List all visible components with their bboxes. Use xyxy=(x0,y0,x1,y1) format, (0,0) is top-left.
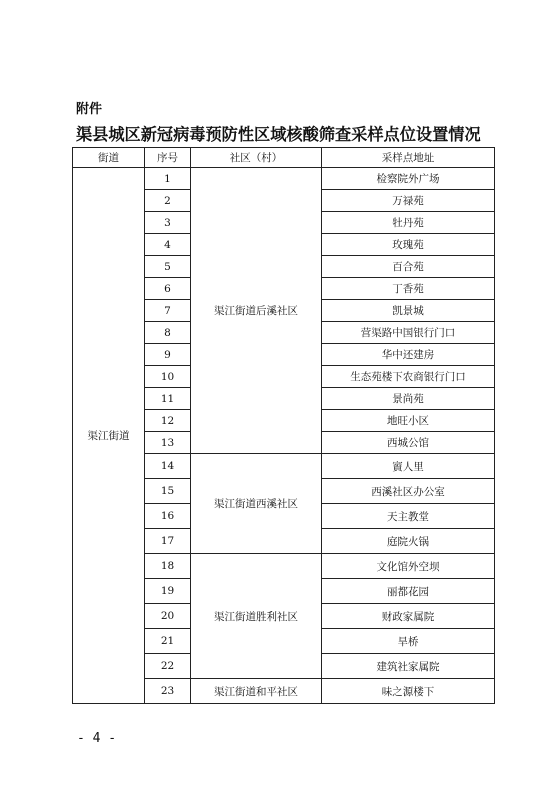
community-cell: 渠江街道西溪社区 xyxy=(191,454,322,554)
site-address: 丁香苑 xyxy=(322,278,495,300)
row-number: 16 xyxy=(145,504,191,529)
row-number: 17 xyxy=(145,529,191,554)
page-number: - 4 - xyxy=(77,731,117,746)
site-address: 建筑社家属院 xyxy=(322,654,495,679)
row-number: 18 xyxy=(145,554,191,579)
row-number: 3 xyxy=(145,212,191,234)
site-address: 丽都花园 xyxy=(322,579,495,604)
site-address: 景尚苑 xyxy=(322,388,495,410)
site-address: 检察院外广场 xyxy=(322,168,495,190)
community-cell: 渠江街道和平社区 xyxy=(191,679,322,704)
site-address: 庭院火锅 xyxy=(322,529,495,554)
row-number: 4 xyxy=(145,234,191,256)
site-address: 文化馆外空坝 xyxy=(322,554,495,579)
header-street: 街道 xyxy=(73,148,145,168)
row-number: 20 xyxy=(145,604,191,629)
street-cell: 渠江街道 xyxy=(73,168,145,704)
row-number: 13 xyxy=(145,432,191,454)
site-address: 天主教堂 xyxy=(322,504,495,529)
site-address: 賨人里 xyxy=(322,454,495,479)
site-address: 凯景城 xyxy=(322,300,495,322)
site-address: 味之源楼下 xyxy=(322,679,495,704)
site-address: 财政家属院 xyxy=(322,604,495,629)
row-number: 10 xyxy=(145,366,191,388)
site-address: 旱桥 xyxy=(322,629,495,654)
site-address: 牡丹苑 xyxy=(322,212,495,234)
community-cell: 渠江街道胜利社区 xyxy=(191,554,322,679)
row-number: 9 xyxy=(145,344,191,366)
row-number: 23 xyxy=(145,679,191,704)
row-number: 8 xyxy=(145,322,191,344)
row-number: 15 xyxy=(145,479,191,504)
header-number: 序号 xyxy=(145,148,191,168)
site-address: 西城公馆 xyxy=(322,432,495,454)
row-number: 5 xyxy=(145,256,191,278)
row-number: 2 xyxy=(145,190,191,212)
row-number: 22 xyxy=(145,654,191,679)
site-address: 营渠路中国银行门口 xyxy=(322,322,495,344)
community-cell: 渠江街道后溪社区 xyxy=(191,168,322,454)
table-row xyxy=(73,168,495,190)
site-address: 百合苑 xyxy=(322,256,495,278)
row-number: 6 xyxy=(145,278,191,300)
header-address: 采样点地址 xyxy=(322,148,495,168)
site-address: 生态苑楼下农商银行门口 xyxy=(322,366,495,388)
row-number: 7 xyxy=(145,300,191,322)
site-address: 华中还建房 xyxy=(322,344,495,366)
table-header-row xyxy=(73,148,495,168)
attachment-label: 附件 xyxy=(76,102,103,117)
row-number: 14 xyxy=(145,454,191,479)
row-number: 21 xyxy=(145,629,191,654)
header-community: 社区（村） xyxy=(191,148,322,168)
row-number: 19 xyxy=(145,579,191,604)
row-number: 11 xyxy=(145,388,191,410)
site-address: 西溪社区办公室 xyxy=(322,479,495,504)
site-address: 万禄苑 xyxy=(322,190,495,212)
site-address: 地旺小区 xyxy=(322,410,495,432)
site-address: 玫瑰苑 xyxy=(322,234,495,256)
document-title: 渠县城区新冠病毒预防性区域核酸筛查采样点位设置情况 xyxy=(76,125,481,144)
row-number: 12 xyxy=(145,410,191,432)
row-number: 1 xyxy=(145,168,191,190)
sampling-sites-table xyxy=(72,147,495,704)
